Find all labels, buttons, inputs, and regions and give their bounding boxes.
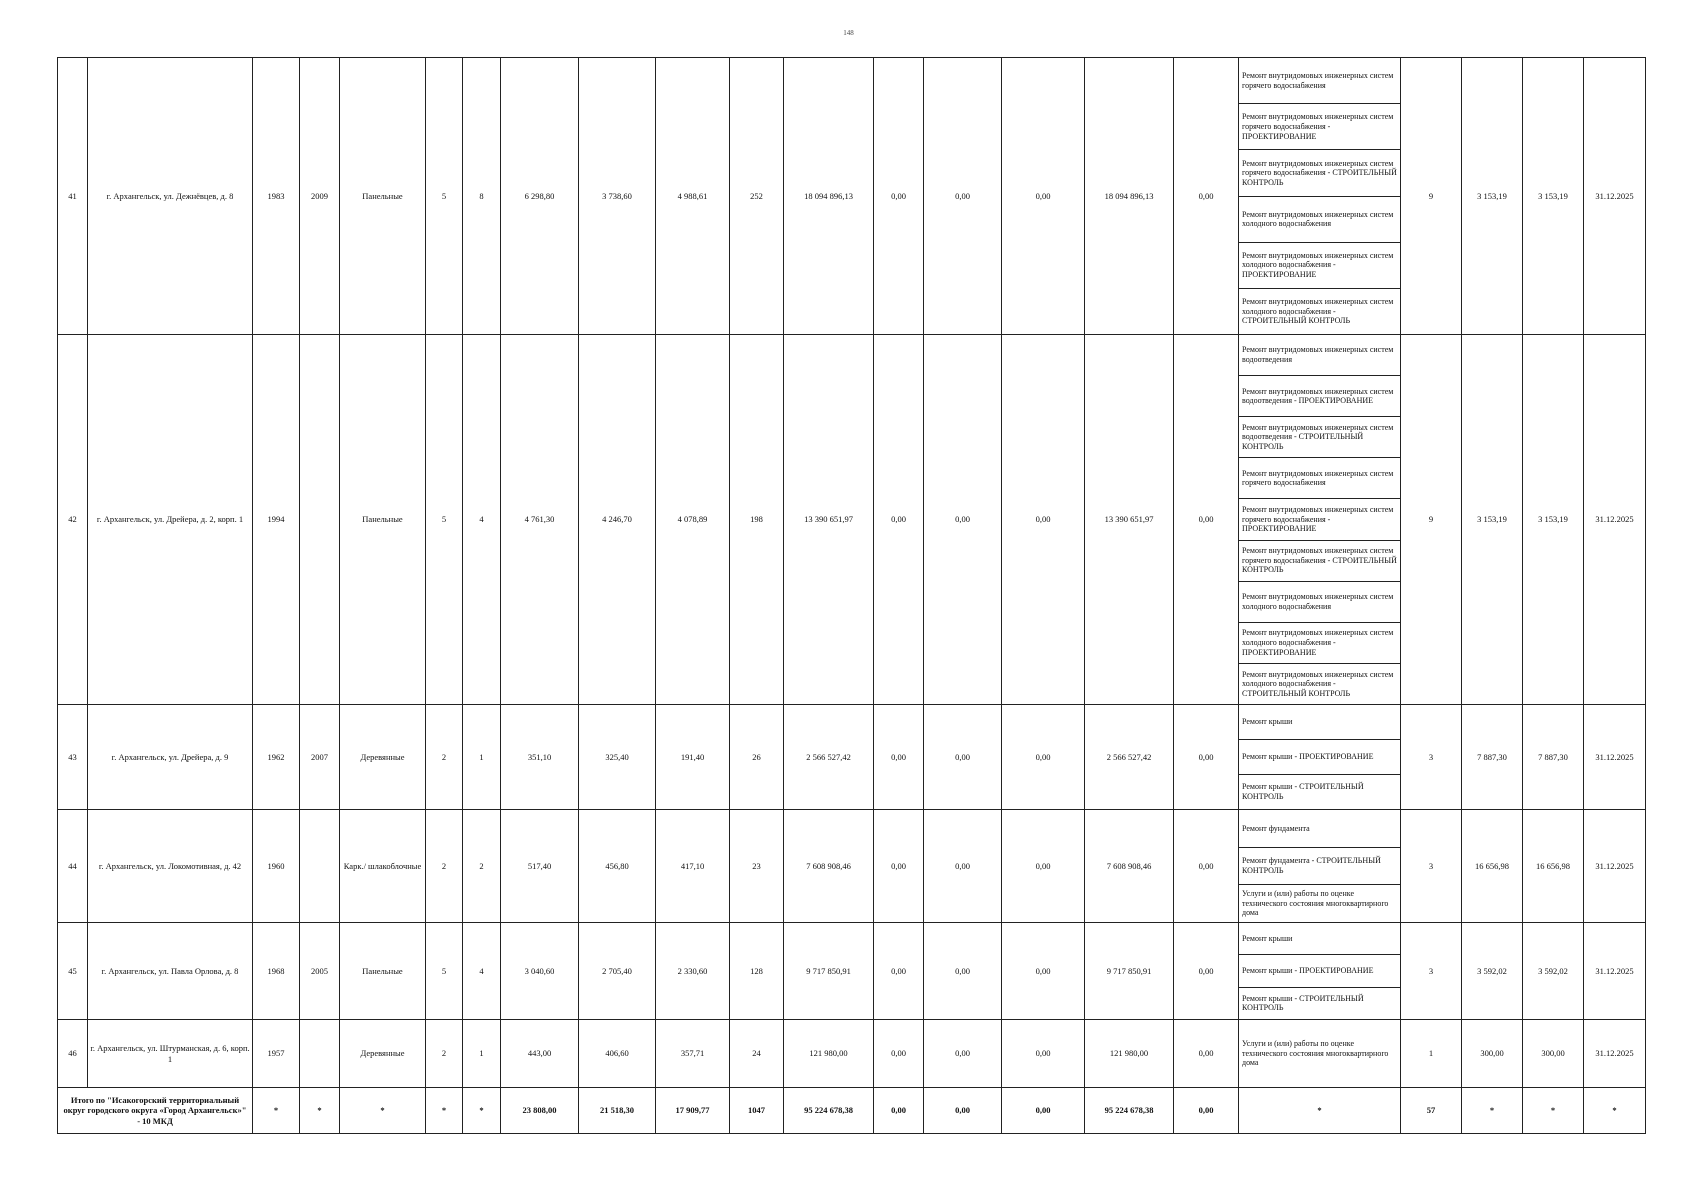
cost-local-cell: 0,00 — [1002, 923, 1085, 1020]
cost-total-cell: 18 094 896,13 — [784, 58, 874, 335]
total-works-count: 57 — [1401, 1088, 1462, 1134]
total-residents: 1047 — [730, 1088, 784, 1134]
total-unit-cost: * — [1462, 1088, 1523, 1134]
floors-cell: 2 — [426, 1020, 463, 1088]
address-cell: г. Архангельск, ул. Павла Орлова, д. 8 — [88, 923, 253, 1020]
unit-cost-max-cell: 3 153,19 — [1523, 58, 1584, 335]
area-total-cell: 3 040,60 — [501, 923, 579, 1020]
floors-cell: 2 — [426, 810, 463, 923]
material-cell: Деревянные — [340, 705, 426, 810]
area-total-cell: 6 298,80 — [501, 58, 579, 335]
year-overhaul-cell: 2007 — [300, 705, 340, 810]
unit-cost-max-cell: 300,00 — [1523, 1020, 1584, 1088]
unit-cost-cell: 3 153,19 — [1462, 335, 1523, 705]
cost-fund-cell: 0,00 — [874, 810, 924, 923]
total-cost-owners: 95 224 678,38 — [1085, 1088, 1174, 1134]
deadline-cell: 31.12.2025 — [1584, 705, 1646, 810]
address-cell: г. Архангельск, ул. Локомотивная, д. 42 — [88, 810, 253, 923]
residents-cell: 26 — [730, 705, 784, 810]
cost-other-cell: 0,00 — [1174, 1020, 1239, 1088]
cost-other-cell: 0,00 — [1174, 810, 1239, 923]
entrances-cell: 1 — [463, 705, 501, 810]
total-entrances: * — [463, 1088, 501, 1134]
unit-cost-cell: 300,00 — [1462, 1020, 1523, 1088]
work-item: Ремонт внутридомовых инженерных систем горячего водоснабжения — [1239, 58, 1400, 104]
year-built-cell: 1960 — [253, 810, 300, 923]
works-list — [1239, 705, 1400, 809]
works-list — [1239, 1020, 1400, 1087]
cost-local-cell: 0,00 — [1002, 1020, 1085, 1088]
cost-total-cell: 2 566 527,42 — [784, 705, 874, 810]
cost-local-cell: 0,00 — [1002, 705, 1085, 810]
unit-cost-cell: 7 887,30 — [1462, 705, 1523, 810]
area-total-cell: 4 761,30 — [501, 335, 579, 705]
area-living-cell: 456,80 — [579, 810, 656, 923]
table-row — [58, 335, 1646, 705]
work-item: Ремонт внутридомовых инженерных систем водоотведения - СТРОИТЕЛЬНЫЙ КОНТРОЛЬ — [1239, 417, 1400, 458]
work-item: Ремонт внутридомовых инженерных систем горячего водоснабжения - СТРОИТЕЛЬНЫЙ КОНТРОЛЬ — [1239, 541, 1400, 582]
works-cell — [1239, 58, 1401, 335]
row-number: 44 — [58, 810, 88, 923]
floors-cell: 5 — [426, 335, 463, 705]
row-number: 45 — [58, 923, 88, 1020]
work-item: Ремонт крыши - СТРОИТЕЛЬНЫЙ КОНТРОЛЬ — [1242, 782, 1364, 801]
residents-cell: 24 — [730, 1020, 784, 1088]
work-item: Ремонт крыши — [1239, 705, 1400, 740]
work-item: Услуги и (или) работы по оценке технического состояния многоквартирного дома — [1242, 1039, 1389, 1068]
works-list — [1239, 58, 1400, 334]
cost-total-cell: 13 390 651,97 — [784, 335, 874, 705]
unit-cost-max-cell: 3 592,02 — [1523, 923, 1584, 1020]
unit-cost-max-cell: 3 153,19 — [1523, 335, 1584, 705]
material-cell: Панельные — [340, 923, 426, 1020]
table-body — [58, 58, 1646, 1134]
area-owned-cell: 4 988,61 — [656, 58, 730, 335]
cost-owners-cell: 7 608 908,46 — [1085, 810, 1174, 923]
residents-cell: 198 — [730, 335, 784, 705]
year-built-cell: 1983 — [253, 58, 300, 335]
works-count-cell: 3 — [1401, 810, 1462, 923]
works-count-cell: 1 — [1401, 1020, 1462, 1088]
work-item: Ремонт фундамента — [1239, 810, 1400, 848]
cost-fund-cell: 0,00 — [874, 335, 924, 705]
works-count-cell: 3 — [1401, 923, 1462, 1020]
cost-region-cell: 0,00 — [924, 810, 1002, 923]
year-overhaul-cell: 2005 — [300, 923, 340, 1020]
cost-fund-cell: 0,00 — [874, 1020, 924, 1088]
total-year-overhaul: * — [300, 1088, 340, 1134]
works-list — [1239, 923, 1400, 1019]
cost-owners-cell: 9 717 850,91 — [1085, 923, 1174, 1020]
work-item: Ремонт внутридомовых инженерных систем холодного водоснабжения - СТРОИТЕЛЬНЫЙ КОНТРОЛЬ — [1242, 669, 1394, 698]
work-item: Ремонт внутридомовых инженерных систем водоотведения — [1239, 335, 1400, 376]
total-area-total: 23 808,00 — [501, 1088, 579, 1134]
total-row — [58, 1088, 1646, 1134]
work-item: Ремонт внутридомовых инженерных систем горячего водоснабжения - СТРОИТЕЛЬНЫЙ КОНТРОЛЬ — [1239, 150, 1400, 196]
row-number: 41 — [58, 58, 88, 335]
total-cost-total: 95 224 678,38 — [784, 1088, 874, 1134]
unit-cost-max-cell: 16 656,98 — [1523, 810, 1584, 923]
cost-total-cell: 9 717 850,91 — [784, 923, 874, 1020]
area-owned-cell: 417,10 — [656, 810, 730, 923]
work-item: Ремонт внутридомовых инженерных систем горячего водоснабжения - ПРОЕКТИРОВАНИЕ — [1239, 104, 1400, 150]
deadline-cell: 31.12.2025 — [1584, 58, 1646, 335]
entrances-cell: 4 — [463, 923, 501, 1020]
material-cell: Деревянные — [340, 1020, 426, 1088]
cost-local-cell: 0,00 — [1002, 58, 1085, 335]
entrances-cell: 4 — [463, 335, 501, 705]
cost-region-cell: 0,00 — [924, 1020, 1002, 1088]
table-row — [58, 1020, 1646, 1088]
area-living-cell: 325,40 — [579, 705, 656, 810]
year-built-cell: 1962 — [253, 705, 300, 810]
capital-repair-table — [57, 57, 1646, 1134]
year-built-cell: 1994 — [253, 335, 300, 705]
works-cell — [1239, 335, 1401, 705]
work-item: Ремонт крыши - СТРОИТЕЛЬНЫЙ КОНТРОЛЬ — [1242, 993, 1364, 1013]
deadline-cell: 31.12.2025 — [1584, 335, 1646, 705]
row-number: 43 — [58, 705, 88, 810]
total-cost-local: 0,00 — [1002, 1088, 1085, 1134]
total-label: Итого по "Исакогорский территориальный округ городского округа «Город Архангельск»" - 10 МКД — [58, 1088, 253, 1134]
deadline-cell: 31.12.2025 — [1584, 1020, 1646, 1088]
work-item: Ремонт внутридомовых инженерных систем холодного водоснабжения - СТРОИТЕЛЬНЫЙ КОНТРОЛЬ — [1242, 297, 1394, 326]
row-number: 42 — [58, 335, 88, 705]
year-overhaul-cell — [300, 1020, 340, 1088]
total-cost-fund: 0,00 — [874, 1088, 924, 1134]
cost-region-cell: 0,00 — [924, 335, 1002, 705]
cost-fund-cell: 0,00 — [874, 923, 924, 1020]
area-living-cell: 4 246,70 — [579, 335, 656, 705]
area-living-cell: 3 738,60 — [579, 58, 656, 335]
row-number: 46 — [58, 1020, 88, 1088]
deadline-cell: 31.12.2025 — [1584, 810, 1646, 923]
year-built-cell: 1968 — [253, 923, 300, 1020]
cost-other-cell: 0,00 — [1174, 923, 1239, 1020]
work-item: Ремонт внутридомовых инженерных систем водоотведения - ПРОЕКТИРОВАНИЕ — [1239, 376, 1400, 417]
cost-other-cell: 0,00 — [1174, 335, 1239, 705]
cost-fund-cell: 0,00 — [874, 58, 924, 335]
unit-cost-cell: 3 153,19 — [1462, 58, 1523, 335]
address-cell: г. Архангельск, ул. Дежнёвцев, д. 8 — [88, 58, 253, 335]
cost-region-cell: 0,00 — [924, 705, 1002, 810]
area-owned-cell: 4 078,89 — [656, 335, 730, 705]
cost-owners-cell: 18 094 896,13 — [1085, 58, 1174, 335]
cost-total-cell: 7 608 908,46 — [784, 810, 874, 923]
material-cell: Панельные — [340, 335, 426, 705]
year-overhaul-cell — [300, 810, 340, 923]
table-row — [58, 810, 1646, 923]
deadline-cell: 31.12.2025 — [1584, 923, 1646, 1020]
table-row — [58, 923, 1646, 1020]
table-row — [58, 58, 1646, 335]
work-item: Ремонт внутридомовых инженерных систем холодного водоснабжения - ПРОЕКТИРОВАНИЕ — [1239, 623, 1400, 664]
work-item: Ремонт крыши - ПРОЕКТИРОВАНИЕ — [1239, 740, 1400, 775]
floors-cell: 2 — [426, 705, 463, 810]
cost-region-cell: 0,00 — [924, 923, 1002, 1020]
total-area-living: 21 518,30 — [579, 1088, 656, 1134]
work-item: Ремонт крыши — [1239, 923, 1400, 955]
works-cell — [1239, 810, 1401, 923]
address-cell: г. Архангельск, ул. Дрейера, д. 9 — [88, 705, 253, 810]
cost-total-cell: 121 980,00 — [784, 1020, 874, 1088]
total-cost-region: 0,00 — [924, 1088, 1002, 1134]
cost-fund-cell: 0,00 — [874, 705, 924, 810]
address-cell: г. Архангельск, ул. Дрейера, д. 2, корп. 1 — [88, 335, 253, 705]
cost-owners-cell: 121 980,00 — [1085, 1020, 1174, 1088]
works-list — [1239, 810, 1400, 922]
residents-cell: 252 — [730, 58, 784, 335]
works-count-cell: 9 — [1401, 335, 1462, 705]
unit-cost-cell: 3 592,02 — [1462, 923, 1523, 1020]
residents-cell: 23 — [730, 810, 784, 923]
area-total-cell: 517,40 — [501, 810, 579, 923]
area-total-cell: 351,10 — [501, 705, 579, 810]
total-year-built: * — [253, 1088, 300, 1134]
total-material: * — [340, 1088, 426, 1134]
residents-cell: 128 — [730, 923, 784, 1020]
work-item: Ремонт внутридомовых инженерных систем горячего водоснабжения - ПРОЕКТИРОВАНИЕ — [1239, 499, 1400, 540]
work-item: Ремонт внутридомовых инженерных систем горячего водоснабжения — [1239, 458, 1400, 499]
work-item: Ремонт внутридомовых инженерных систем холодного водоснабжения — [1239, 197, 1400, 243]
cost-region-cell: 0,00 — [924, 58, 1002, 335]
work-item: Ремонт внутридомовых инженерных систем холодного водоснабжения — [1239, 582, 1400, 623]
entrances-cell: 8 — [463, 58, 501, 335]
works-cell — [1239, 1020, 1401, 1088]
area-living-cell: 2 705,40 — [579, 923, 656, 1020]
cost-local-cell: 0,00 — [1002, 810, 1085, 923]
year-built-cell: 1957 — [253, 1020, 300, 1088]
material-cell: Карк./ шлакоблочные — [340, 810, 426, 923]
work-item: Ремонт фундамента - СТРОИТЕЛЬНЫЙ КОНТРОЛЬ — [1239, 848, 1400, 886]
total-deadline: * — [1584, 1088, 1646, 1134]
cost-local-cell: 0,00 — [1002, 335, 1085, 705]
year-overhaul-cell: 2009 — [300, 58, 340, 335]
total-floors: * — [426, 1088, 463, 1134]
floors-cell: 5 — [426, 58, 463, 335]
area-owned-cell: 2 330,60 — [656, 923, 730, 1020]
year-overhaul-cell — [300, 335, 340, 705]
cost-owners-cell: 13 390 651,97 — [1085, 335, 1174, 705]
entrances-cell: 2 — [463, 810, 501, 923]
unit-cost-cell: 16 656,98 — [1462, 810, 1523, 923]
cost-other-cell: 0,00 — [1174, 705, 1239, 810]
area-owned-cell: 357,71 — [656, 1020, 730, 1088]
area-total-cell: 443,00 — [501, 1020, 579, 1088]
works-count-cell: 9 — [1401, 58, 1462, 335]
table-row — [58, 705, 1646, 810]
work-item: Услуги и (или) работы по оценке технического состояния многоквартирного дома — [1242, 889, 1389, 918]
cost-owners-cell: 2 566 527,42 — [1085, 705, 1174, 810]
floors-cell: 5 — [426, 923, 463, 1020]
material-cell: Панельные — [340, 58, 426, 335]
works-list — [1239, 335, 1400, 704]
address-cell: г. Архангельск, ул. Штурманская, д. 6, корп. 1 — [88, 1020, 253, 1088]
unit-cost-max-cell: 7 887,30 — [1523, 705, 1584, 810]
page-number: 148 — [843, 29, 854, 37]
works-cell — [1239, 923, 1401, 1020]
cost-other-cell: 0,00 — [1174, 58, 1239, 335]
total-works: * — [1239, 1088, 1401, 1134]
total-area-owned: 17 909,77 — [656, 1088, 730, 1134]
total-unit-cost-max: * — [1523, 1088, 1584, 1134]
works-count-cell: 3 — [1401, 705, 1462, 810]
total-cost-other: 0,00 — [1174, 1088, 1239, 1134]
area-living-cell: 406,60 — [579, 1020, 656, 1088]
work-item: Ремонт крыши - ПРОЕКТИРОВАНИЕ — [1239, 955, 1400, 987]
entrances-cell: 1 — [463, 1020, 501, 1088]
work-item: Ремонт внутридомовых инженерных систем холодного водоснабжения - ПРОЕКТИРОВАНИЕ — [1239, 243, 1400, 289]
works-cell — [1239, 705, 1401, 810]
area-owned-cell: 191,40 — [656, 705, 730, 810]
